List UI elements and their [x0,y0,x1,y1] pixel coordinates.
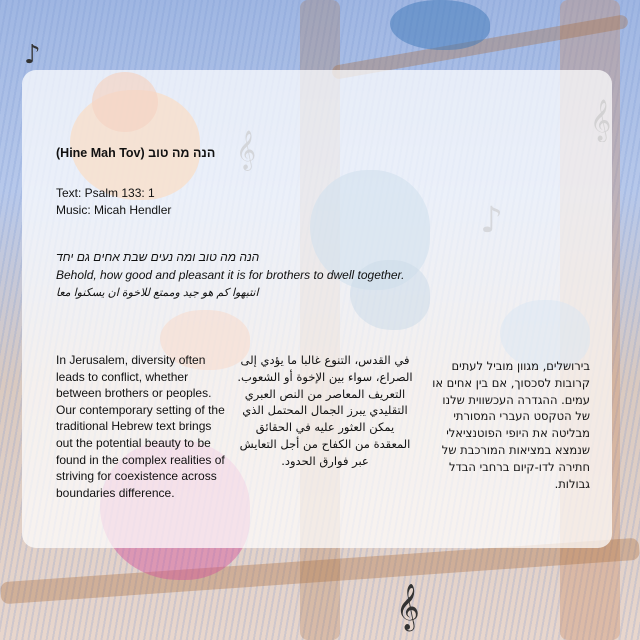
music-note-icon: ♪ [24,40,41,70]
treble-clef-icon: 𝄞 [396,584,420,630]
description-hebrew: בירושלים, מגוון מוביל לעתים קרובות לסכסוך, אם בין אחים או עמים. ההגדרה העכשווית שלנו של הטקסט העברי המסורתי מבליטה את היופי הפוטנציאלי שנמצא במציאות המורכבת של חתירה לדו-קיום ברחבי הבדל גבולות. [432,359,590,491]
blue-bird-illustration [390,0,490,50]
song-title: (Hine Mah Tov) הנה מה טוב [56,146,216,160]
verse-english: Behold, how good and pleasant it is for brothers to dwell together. [56,268,405,282]
verse-arabic: انتبهوا كم هو جيد وممتع للاخوة ان يسكنوا معا [56,287,259,299]
verse-hebrew: הנה מה טוב ומה נעים שבת אחים גם יחד [56,250,260,264]
text-credit: Text: Psalm 133: 1 [56,186,155,200]
song-credits [56,185,171,219]
description-english: In Jerusalem, diversity often leads to conflict, whether between brothers or peoples. Our contemporary setting of the traditional Hebrew text brings out the potential beauty to be found in the complex realities of striving for coexistence across boundaries difference. [56,353,225,500]
description-arabic: في القدس، التنوع غالبا ما يؤدي إلى الصراع، سواء بين الإخوة أو الشعوب. التعريف المعاصر من النص العبري التقليدي يبرز الجمال المحتمل الذي يمكن العثور عليه في الحقائق المعقدة من الكفاح من أجل التعايش عبر فوارق الحدود. [237,353,413,468]
music-credit: Music: Micah Hendler [56,203,172,217]
